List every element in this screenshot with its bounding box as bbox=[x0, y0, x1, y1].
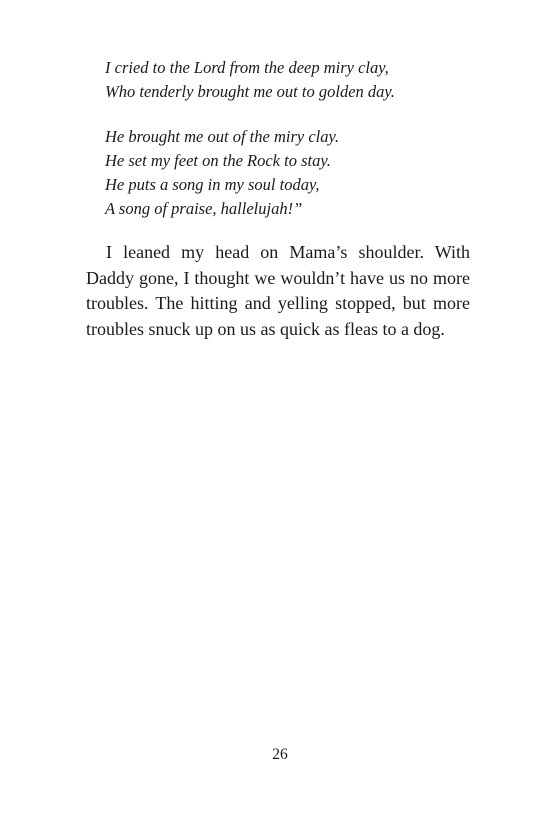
poem-line: Who tenderly brought me out to golden day. bbox=[105, 82, 395, 101]
page-number: 26 bbox=[272, 746, 288, 763]
poem-line: I cried to the Lord from the deep miry clay, bbox=[105, 58, 389, 77]
poem-line: He set my feet on the Rock to stay. bbox=[105, 151, 331, 170]
poem-line: He puts a song in my soul today, bbox=[105, 175, 320, 194]
poem-stanza bbox=[105, 56, 395, 104]
poem-line: He brought me out of the miry clay. bbox=[105, 127, 340, 146]
body-paragraph: I leaned my head on Mama’s shoulder. With Daddy gone, I thought we wouldn’t have us no more troubles. The hitting and yelling stopped, but more troubles snuck up on us as quick as fleas to a dog. bbox=[86, 242, 470, 339]
poem-line: A song of praise, hallelujah!” bbox=[105, 199, 303, 218]
poem-stanza bbox=[105, 125, 339, 221]
